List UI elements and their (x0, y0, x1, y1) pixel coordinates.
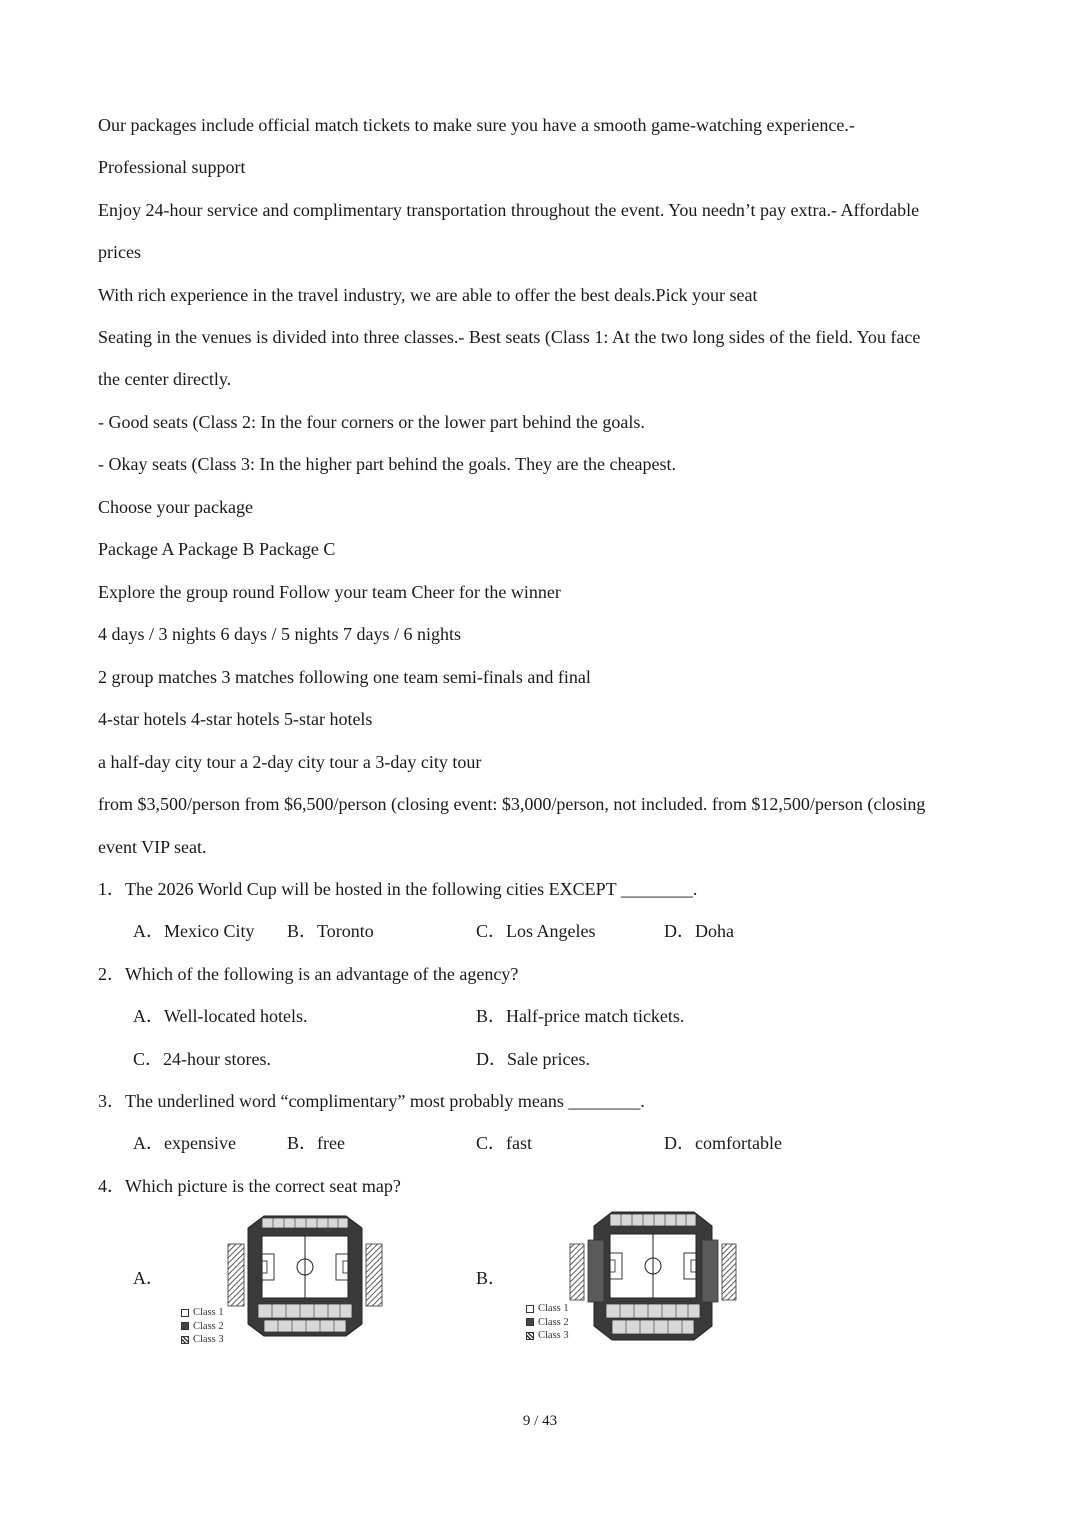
q1-option-b[interactable]: B．Toronto (287, 921, 374, 941)
legend-label: Class 2 (193, 1320, 224, 1332)
passage-line: prices (98, 242, 141, 262)
q4-option-b[interactable]: B． (476, 1268, 507, 1288)
question-4-stem: 4．Which picture is the correct seat map? (98, 1176, 401, 1196)
passage-line: Enjoy 24-hour service and complimentary transportation throughout the event. You needn’t pay extra.- Affordable (98, 200, 920, 220)
q2-option-b[interactable]: B．Half-price match tickets. (476, 1006, 685, 1026)
legend-label: Class 1 (538, 1303, 569, 1314)
page-number: 9 / 43 (522, 1413, 558, 1429)
q3-option-b[interactable]: B．free (287, 1133, 345, 1153)
passage-line: - Good seats (Class 2: In the four corners or the lower part behind the goals. (98, 412, 645, 432)
class-1-swatch-icon (181, 1309, 189, 1317)
legend-label: Class 1 (193, 1307, 224, 1318)
q2-option-c[interactable]: C．24-hour stores. (133, 1049, 271, 1069)
q4-option-a[interactable]: A． (133, 1268, 164, 1288)
q1-option-d[interactable]: D．Doha (664, 921, 734, 941)
seat-map-b-image[interactable] (568, 1210, 738, 1342)
passage-line: from $3,500/person from $6,500/person (closing event: $3,000/person, not included. from $12,500/person (closing (98, 794, 926, 814)
passage-line: Package A Package B Package C (98, 539, 336, 559)
q2-option-d[interactable]: D．Sale prices. (476, 1049, 590, 1069)
passage-line: Professional support (98, 157, 246, 177)
class-1-swatch-icon (526, 1305, 534, 1313)
passage-line: Explore the group round Follow your team Cheer for the winner (98, 582, 561, 602)
passage-line: event VIP seat. (98, 837, 207, 857)
legend-label: Class 2 (538, 1316, 569, 1328)
class-3-swatch-icon (181, 1336, 189, 1344)
passage-line: 4 days / 3 nights 6 days / 5 nights 7 days / 6 nights (98, 624, 462, 644)
seat-map-b-legend (526, 1302, 569, 1343)
q3-option-a[interactable]: A．expensive (133, 1133, 236, 1153)
passage-line: Our packages include official match tickets to make sure you have a smooth game-watching experience.- (98, 115, 855, 135)
class-3-swatch-icon (526, 1332, 534, 1340)
question-3-stem: 3．The underlined word “complimentary” most probably means ________. (98, 1091, 645, 1111)
seat-map-a-legend (181, 1306, 224, 1347)
passage-line: With rich experience in the travel industry, we are able to offer the best deals.Pick your seat (98, 285, 758, 305)
passage-line: 2 group matches 3 matches following one team semi-finals and final (98, 667, 591, 687)
passage-line: the center directly. (98, 369, 232, 389)
passage-line: a half-day city tour a 2-day city tour a 3-day city tour (98, 752, 482, 772)
legend-label: Class 3 (193, 1334, 224, 1345)
q1-option-c[interactable]: C．Los Angeles (476, 921, 596, 941)
seat-map-a-image[interactable] (226, 1214, 384, 1338)
q3-option-d[interactable]: D．comfortable (664, 1133, 782, 1153)
legend-label: Class 3 (538, 1330, 569, 1341)
class-2-swatch-icon (526, 1318, 534, 1326)
passage-line: 4-star hotels 4-star hotels 5-star hotels (98, 709, 373, 729)
q3-option-c[interactable]: C．fast (476, 1133, 532, 1153)
q1-option-a[interactable]: A．Mexico City (133, 921, 255, 941)
passage-line: Choose your package (98, 497, 253, 517)
passage-line: Seating in the venues is divided into three classes.- Best seats (Class 1: At the two long sides of the field. You face (98, 327, 921, 347)
class-2-swatch-icon (181, 1322, 189, 1330)
question-1-stem: 1．The 2026 World Cup will be hosted in the following cities EXCEPT ________. (98, 879, 698, 899)
q2-option-a[interactable]: A．Well-located hotels. (133, 1006, 308, 1026)
passage-line: - Okay seats (Class 3: In the higher part behind the goals. They are the cheapest. (98, 454, 676, 474)
question-2-stem: 2．Which of the following is an advantage of the agency? (98, 964, 519, 984)
